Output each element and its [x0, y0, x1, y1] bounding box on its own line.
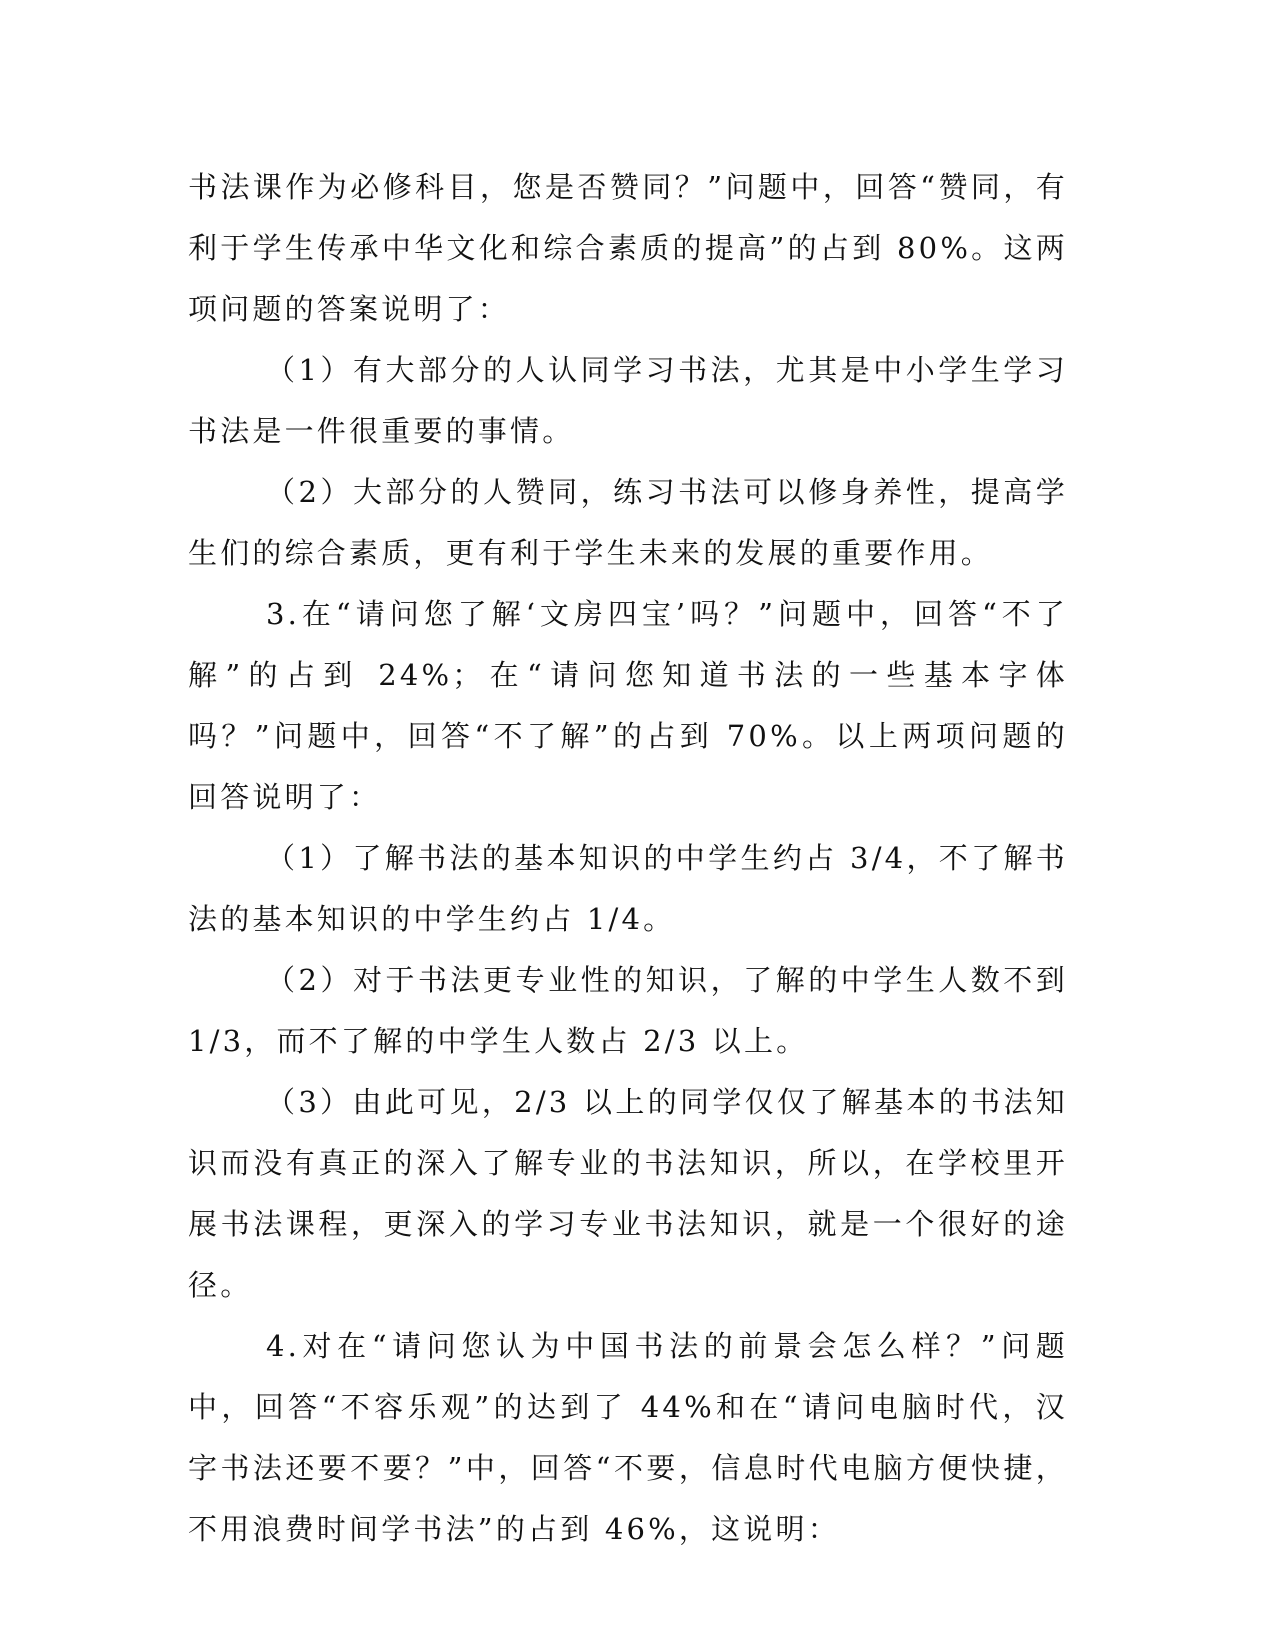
paragraph-section-4: 4.对在“请问您认为中国书法的前景会怎么样？”问题中，回答“不容乐观”的达到了 44%和在“请问电脑时代，汉字书法还要不要？”中，回答“不要，信息时代电脑方便快捷，不用浪费时间学书法”的占到 46%，这说明：: [188, 1329, 1068, 1546]
paragraph-section-3-point-3: （3）由此可见，2/3 以上的同学仅仅了解基本的书法知识而没有真正的深入了解专业的书法知识，所以，在学校里开展书法课程，更深入的学习专业书法知识，就是一个很好的途径。: [188, 1085, 1068, 1302]
paragraph-continuation: 书法课作为必修科目，您是否赞同？”问题中，回答“赞同，有利于学生传承中华文化和综合素质的提高”的占到 80%。这两项问题的答案说明了：: [188, 170, 1068, 326]
paragraph-section-3: 3.在“请问您了解‘文房四宝’吗？”问题中，回答“不了解”的占到 24%；在“请问您知道书法的一些基本字体吗？”问题中，回答“不了解”的占到 70%。以上两项问题的回答说明了：: [188, 597, 1068, 814]
paragraph-section-3-point-2: （2）对于书法更专业性的知识，了解的中学生人数不到 1/3，而不了解的中学生人数占 2/3 以上。: [188, 963, 1068, 1058]
paragraph-point-1-importance: （1）有大部分的人认同学习书法，尤其是中小学生学习书法是一件很重要的事情。: [188, 353, 1068, 448]
paragraph-section-3-point-1: （1）了解书法的基本知识的中学生约占 3/4，不了解书法的基本知识的中学生约占 1/4。: [188, 841, 1068, 936]
paragraph-point-2-quality: （2）大部分的人赞同，练习书法可以修身养性，提高学生们的综合素质，更有利于学生未来的发展的重要作用。: [188, 475, 1068, 570]
document-body: [188, 157, 1068, 1560]
